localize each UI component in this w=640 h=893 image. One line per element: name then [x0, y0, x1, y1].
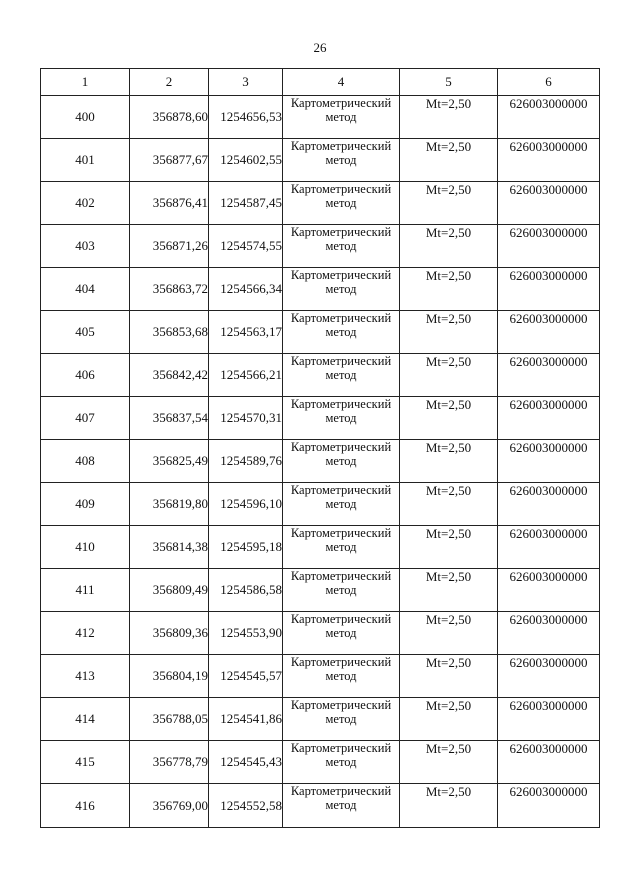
method-line-1: Картометрический: [290, 440, 392, 454]
method-line-1: Картометрический: [290, 354, 392, 368]
table-row: [41, 440, 600, 483]
code-cell: 626003000000: [498, 440, 600, 483]
code-cell: 626003000000: [498, 268, 600, 311]
method-line-1: Картометрический: [290, 268, 392, 282]
method-line-1: Картометрический: [290, 483, 392, 497]
x-coordinate-cell: 356809,49: [130, 569, 209, 612]
accuracy-cell: Mt=2,50: [400, 139, 498, 182]
code-cell: 626003000000: [498, 569, 600, 612]
point-number-cell: 407: [41, 397, 130, 440]
method-line-2: метод: [325, 325, 357, 339]
y-coordinate-cell: 1254566,34: [209, 268, 283, 311]
method-line-1: Картометрический: [290, 784, 392, 798]
method-cell: [283, 569, 400, 612]
method-line-1: Картометрический: [290, 741, 392, 755]
method-line-2: метод: [325, 497, 357, 511]
x-coordinate-cell: 356876,41: [130, 182, 209, 225]
table-row: [41, 569, 600, 612]
accuracy-cell: Mt=2,50: [400, 612, 498, 655]
table-row: [41, 268, 600, 311]
y-coordinate-cell: 1254589,76: [209, 440, 283, 483]
column-header: 5: [400, 69, 498, 96]
table-row: [41, 698, 600, 741]
code-cell: 626003000000: [498, 182, 600, 225]
accuracy-cell: Mt=2,50: [400, 354, 498, 397]
y-coordinate-cell: 1254545,43: [209, 741, 283, 784]
code-cell: 626003000000: [498, 483, 600, 526]
code-cell: 626003000000: [498, 96, 600, 139]
method-line-1: Картометрический: [290, 655, 392, 669]
method-line-2: метод: [325, 239, 357, 253]
method-cell: [283, 655, 400, 698]
method-line-2: метод: [325, 368, 357, 382]
x-coordinate-cell: 356809,36: [130, 612, 209, 655]
method-line-2: метод: [325, 669, 357, 683]
coordinates-table: [40, 68, 600, 828]
point-number-cell: 406: [41, 354, 130, 397]
page-number: 26: [313, 40, 327, 55]
method-line-1: Картометрический: [290, 182, 392, 196]
x-coordinate-cell: 356877,67: [130, 139, 209, 182]
code-cell: 626003000000: [498, 784, 600, 828]
method-line-2: метод: [325, 282, 357, 296]
method-line-1: Картометрический: [290, 225, 392, 239]
method-line-2: метод: [325, 454, 357, 468]
method-cell: [283, 354, 400, 397]
method-line-2: метод: [325, 583, 357, 597]
y-coordinate-cell: 1254574,55: [209, 225, 283, 268]
method-line-2: метод: [325, 196, 357, 210]
x-coordinate-cell: 356863,72: [130, 268, 209, 311]
y-coordinate-cell: 1254541,86: [209, 698, 283, 741]
method-cell: [283, 741, 400, 784]
point-number-cell: 412: [41, 612, 130, 655]
code-cell: 626003000000: [498, 139, 600, 182]
accuracy-cell: Mt=2,50: [400, 96, 498, 139]
point-number-cell: 404: [41, 268, 130, 311]
table-row: [41, 354, 600, 397]
x-coordinate-cell: 356842,42: [130, 354, 209, 397]
method-line-1: Картометрический: [290, 96, 392, 110]
method-line-1: Картометрический: [290, 311, 392, 325]
table-row: [41, 225, 600, 268]
table-row: [41, 182, 600, 225]
code-cell: 626003000000: [498, 698, 600, 741]
table-row: [41, 741, 600, 784]
table-row: [41, 526, 600, 569]
method-cell: [283, 698, 400, 741]
column-header: 4: [283, 69, 400, 96]
column-header: 3: [209, 69, 283, 96]
code-cell: 626003000000: [498, 225, 600, 268]
accuracy-cell: Mt=2,50: [400, 526, 498, 569]
accuracy-cell: Mt=2,50: [400, 440, 498, 483]
y-coordinate-cell: 1254553,90: [209, 612, 283, 655]
column-header: 2: [130, 69, 209, 96]
y-coordinate-cell: 1254596,10: [209, 483, 283, 526]
code-cell: 626003000000: [498, 741, 600, 784]
method-line-1: Картометрический: [290, 612, 392, 626]
accuracy-cell: Mt=2,50: [400, 311, 498, 354]
code-cell: 626003000000: [498, 526, 600, 569]
table-row: [41, 139, 600, 182]
point-number-cell: 413: [41, 655, 130, 698]
code-cell: 626003000000: [498, 354, 600, 397]
x-coordinate-cell: 356819,80: [130, 483, 209, 526]
method-line-2: метод: [325, 755, 357, 769]
point-number-cell: 405: [41, 311, 130, 354]
y-coordinate-cell: 1254595,18: [209, 526, 283, 569]
code-cell: 626003000000: [498, 311, 600, 354]
method-cell: [283, 268, 400, 311]
accuracy-cell: Mt=2,50: [400, 225, 498, 268]
x-coordinate-cell: 356814,38: [130, 526, 209, 569]
table-row: [41, 784, 600, 828]
table-row: [41, 612, 600, 655]
method-line-2: метод: [325, 712, 357, 726]
accuracy-cell: Mt=2,50: [400, 182, 498, 225]
point-number-cell: 400: [41, 96, 130, 139]
table-row: [41, 483, 600, 526]
method-line-2: метод: [325, 110, 357, 124]
point-number-cell: 410: [41, 526, 130, 569]
accuracy-cell: Mt=2,50: [400, 397, 498, 440]
code-cell: 626003000000: [498, 397, 600, 440]
method-line-2: метод: [325, 798, 357, 812]
x-coordinate-cell: 356837,54: [130, 397, 209, 440]
point-number-cell: 408: [41, 440, 130, 483]
table-row: [41, 397, 600, 440]
accuracy-cell: Mt=2,50: [400, 655, 498, 698]
point-number-cell: 403: [41, 225, 130, 268]
accuracy-cell: Mt=2,50: [400, 569, 498, 612]
accuracy-cell: Mt=2,50: [400, 483, 498, 526]
method-line-2: метод: [325, 411, 357, 425]
code-cell: 626003000000: [498, 612, 600, 655]
method-cell: [283, 225, 400, 268]
point-number-cell: 401: [41, 139, 130, 182]
accuracy-cell: Mt=2,50: [400, 698, 498, 741]
method-line-2: метод: [325, 626, 357, 640]
table-row: [41, 96, 600, 139]
y-coordinate-cell: 1254602,55: [209, 139, 283, 182]
code-cell: 626003000000: [498, 655, 600, 698]
x-coordinate-cell: 356853,68: [130, 311, 209, 354]
method-line-1: Картометрический: [290, 569, 392, 583]
x-coordinate-cell: 356871,26: [130, 225, 209, 268]
method-cell: [283, 784, 400, 828]
method-cell: [283, 182, 400, 225]
method-cell: [283, 139, 400, 182]
x-coordinate-cell: 356804,19: [130, 655, 209, 698]
method-cell: [283, 311, 400, 354]
method-line-1: Картометрический: [290, 526, 392, 540]
accuracy-cell: Mt=2,50: [400, 741, 498, 784]
x-coordinate-cell: 356788,05: [130, 698, 209, 741]
x-coordinate-cell: 356778,79: [130, 741, 209, 784]
point-number-cell: 409: [41, 483, 130, 526]
x-coordinate-cell: 356878,60: [130, 96, 209, 139]
method-line-2: метод: [325, 153, 357, 167]
y-coordinate-cell: 1254570,31: [209, 397, 283, 440]
x-coordinate-cell: 356769,00: [130, 784, 209, 828]
table-row: [41, 311, 600, 354]
x-coordinate-cell: 356825,49: [130, 440, 209, 483]
method-line-1: Картометрический: [290, 139, 392, 153]
method-cell: [283, 612, 400, 655]
y-coordinate-cell: 1254586,58: [209, 569, 283, 612]
y-coordinate-cell: 1254656,53: [209, 96, 283, 139]
table-row: [41, 655, 600, 698]
point-number-cell: 415: [41, 741, 130, 784]
y-coordinate-cell: 1254552,58: [209, 784, 283, 828]
method-cell: [283, 483, 400, 526]
method-cell: [283, 397, 400, 440]
y-coordinate-cell: 1254566,21: [209, 354, 283, 397]
method-cell: [283, 440, 400, 483]
method-line-1: Картометрический: [290, 397, 392, 411]
method-cell: [283, 526, 400, 569]
y-coordinate-cell: 1254545,57: [209, 655, 283, 698]
column-header: 1: [41, 69, 130, 96]
point-number-cell: 414: [41, 698, 130, 741]
table-header-row: [41, 69, 600, 96]
y-coordinate-cell: 1254563,17: [209, 311, 283, 354]
accuracy-cell: Mt=2,50: [400, 268, 498, 311]
point-number-cell: 416: [41, 784, 130, 828]
table-body: [41, 96, 600, 828]
point-number-cell: 402: [41, 182, 130, 225]
point-number-cell: 411: [41, 569, 130, 612]
method-line-1: Картометрический: [290, 698, 392, 712]
y-coordinate-cell: 1254587,45: [209, 182, 283, 225]
accuracy-cell: Mt=2,50: [400, 784, 498, 828]
method-cell: [283, 96, 400, 139]
column-header: 6: [498, 69, 600, 96]
method-line-2: метод: [325, 540, 357, 554]
